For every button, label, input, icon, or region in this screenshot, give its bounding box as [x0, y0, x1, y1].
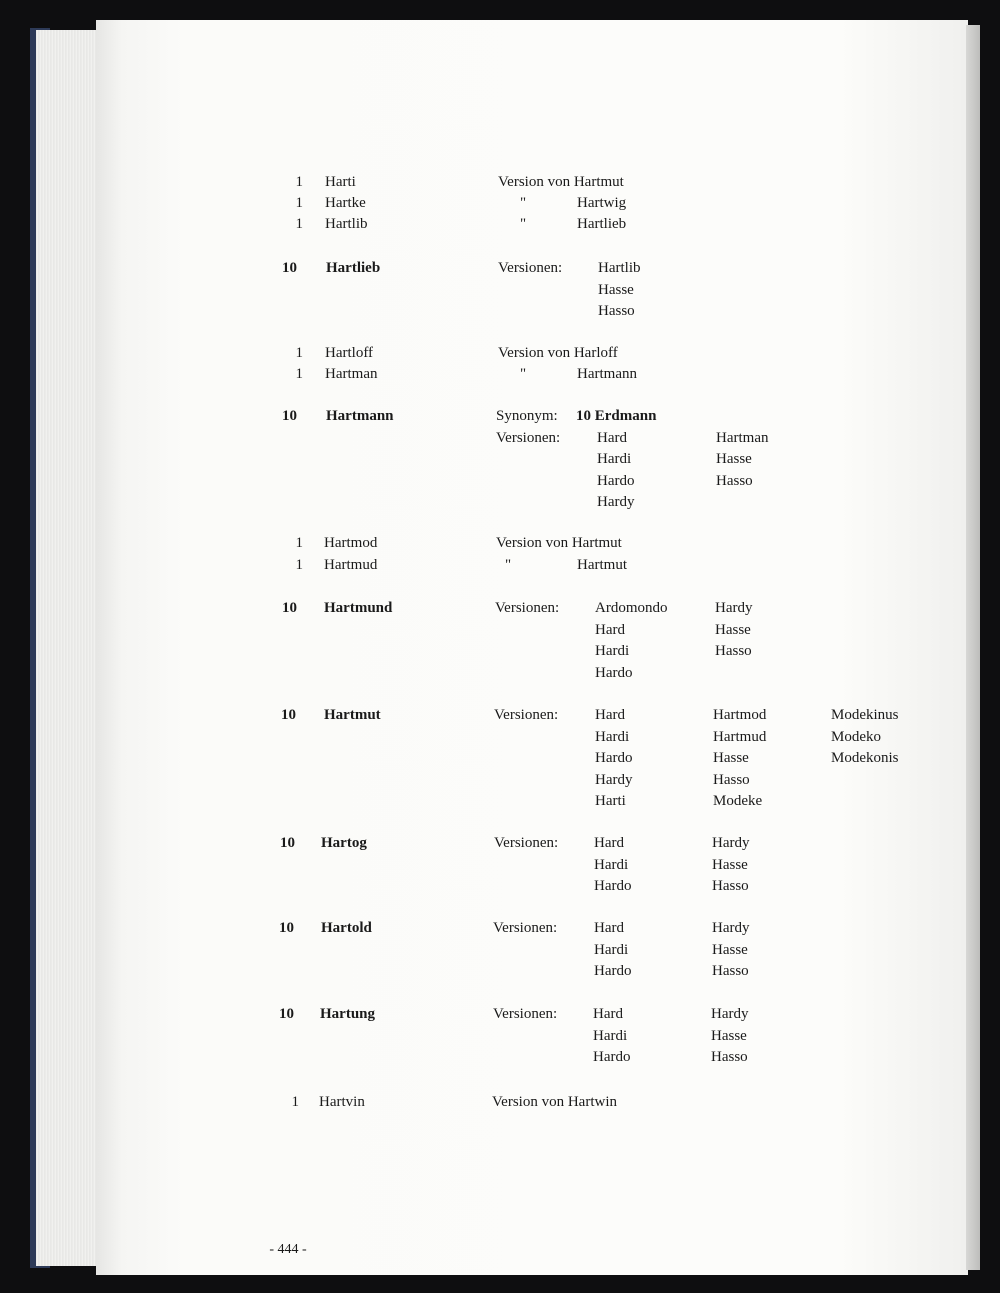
version-column [712, 833, 750, 898]
version-name: Hartmut [577, 557, 627, 573]
version-name: Hard [595, 707, 625, 723]
version-name: Hardi [593, 1027, 628, 1044]
version-name: Hartman [716, 429, 769, 446]
version-name: Modekinus [831, 707, 899, 723]
entry-number: 1 [291, 1094, 299, 1110]
entry-label: " [520, 216, 527, 232]
version-name: Hartlieb [577, 216, 627, 232]
entry-name: Hartold [321, 920, 372, 936]
entry-number: 1 [295, 174, 303, 190]
version-name: Hard [595, 621, 625, 638]
version-name: Hardi [595, 643, 630, 659]
entry-label: Versionen: [495, 600, 560, 616]
entry-label: Version von Hartmut [496, 535, 622, 551]
version-name: Hardi [595, 728, 630, 745]
entry-name: Harti [325, 174, 356, 190]
entry-number: 10 [282, 600, 297, 616]
version-name: Hartwig [577, 195, 627, 211]
version-name: Hard [597, 429, 627, 446]
version-column [712, 918, 750, 983]
entry-name: Hartog [321, 835, 367, 851]
version-name: Hasse [716, 451, 752, 467]
entry-label: Versionen: [493, 920, 558, 936]
entry-number: 10 [281, 707, 296, 723]
version-column [594, 833, 632, 898]
version-name: Hardy [711, 1006, 749, 1022]
entry-number: 1 [295, 557, 303, 573]
entry-number: 1 [295, 216, 303, 232]
entry-name: Hartung [320, 1006, 376, 1022]
version-name: Hard [593, 1006, 623, 1022]
version-name: Hasse [712, 856, 748, 873]
version-name: Hasso [716, 472, 753, 489]
entry-name: Hartmut [324, 707, 381, 723]
entry-name: Hartmann [326, 408, 394, 424]
version-name: Hasso [711, 1049, 748, 1065]
version-name: Hardy [712, 835, 750, 851]
entry-label: Synonym: [496, 408, 558, 424]
entry-number: 10 [282, 260, 297, 276]
version-column [594, 918, 632, 983]
version-column [716, 428, 768, 493]
entry-label: Versionen: [494, 835, 559, 851]
entry-number: 1 [295, 366, 303, 382]
entry-number: 1 [295, 535, 303, 551]
entry-name: Hartman [325, 366, 378, 382]
entry-label: " [520, 195, 527, 211]
version-name: Harti [595, 793, 626, 809]
page-number: - 444 - [269, 1242, 307, 1257]
entry-name: Hartke [325, 195, 366, 211]
entry-label: Versionen: [493, 1006, 558, 1022]
version-name: Hardy [597, 494, 635, 510]
version-name: Hardo [594, 963, 632, 979]
version-column [595, 705, 633, 813]
version-column [597, 428, 635, 514]
version-name: Hardo [593, 1049, 631, 1065]
entry-number: 10 [280, 835, 295, 851]
version-column [577, 364, 637, 386]
version-name: Hasse [712, 941, 748, 958]
entry-name: Hartmund [324, 600, 393, 616]
page-number-wrap [0, 1242, 1000, 1258]
version-name: Ardomondo [595, 600, 668, 616]
version-column [831, 705, 899, 770]
version-name: Hardo [595, 664, 633, 681]
right-page-edge [966, 25, 980, 1270]
entry-name: Hartloff [325, 345, 374, 361]
version-name: Hardo [594, 878, 632, 894]
version-column [715, 598, 753, 663]
version-name: Hardy [712, 920, 750, 936]
version-name: Hartmud [713, 728, 767, 745]
version-name: Hardo [597, 472, 635, 489]
version-name: Hardi [594, 941, 629, 958]
entry-number: 10 [279, 1006, 294, 1022]
version-name: Hartmann [577, 366, 637, 382]
version-name: Hasso [713, 771, 750, 788]
version-name: Hardy [715, 600, 753, 616]
version-name: Modeko [831, 728, 881, 745]
version-name: Hasse [598, 281, 634, 298]
version-column [577, 555, 627, 577]
version-name: Hartmod [713, 707, 767, 723]
book-page [96, 20, 968, 1275]
entry-name: Hartlib [325, 216, 368, 232]
entry-name: Hartlieb [326, 260, 381, 276]
entry-synonym: 10 Erdmann [576, 408, 657, 424]
version-name: Hasse [711, 1027, 747, 1044]
version-name: Modeke [713, 793, 763, 809]
entry-name: Hartmud [324, 557, 378, 573]
entry-label: Version von Harloff [498, 345, 618, 361]
version-name: Hasse [713, 750, 749, 766]
entry-label: Version von Hartmut [498, 174, 624, 190]
entry-number: 1 [295, 195, 303, 211]
entry-label-secondary: Versionen: [496, 429, 561, 446]
version-name: Hardi [597, 451, 632, 467]
entry-name: Hartvin [319, 1094, 365, 1110]
entry-number: 10 [279, 920, 294, 936]
version-name: Hardy [595, 771, 633, 788]
version-column [711, 1004, 749, 1069]
entry-name: Hartmod [324, 535, 378, 551]
version-column [598, 258, 641, 323]
entry-label: " [520, 366, 527, 382]
version-name: Hasso [715, 643, 752, 659]
version-name: Modekonis [831, 750, 899, 766]
entry-label: Version von Hartwin [492, 1094, 617, 1110]
entry-number: 1 [295, 345, 303, 361]
version-name: Hasso [712, 963, 749, 979]
version-name: Hartlib [598, 260, 641, 276]
entry-label: Versionen: [498, 260, 563, 276]
version-column [577, 193, 626, 215]
version-name: Hard [594, 920, 624, 936]
entry-label: Versionen: [494, 707, 559, 723]
entry-number: 10 [282, 408, 297, 424]
version-column [577, 214, 626, 236]
version-column [593, 1004, 631, 1069]
version-column [713, 705, 766, 813]
version-name: Hasso [712, 878, 749, 894]
version-column [595, 598, 668, 684]
version-name: Hasso [598, 303, 635, 319]
version-name: Hardo [595, 750, 633, 766]
entry-label: " [505, 557, 512, 573]
version-name: Hardi [594, 856, 629, 873]
version-name: Hasse [715, 621, 751, 638]
version-name: Hard [594, 835, 624, 851]
